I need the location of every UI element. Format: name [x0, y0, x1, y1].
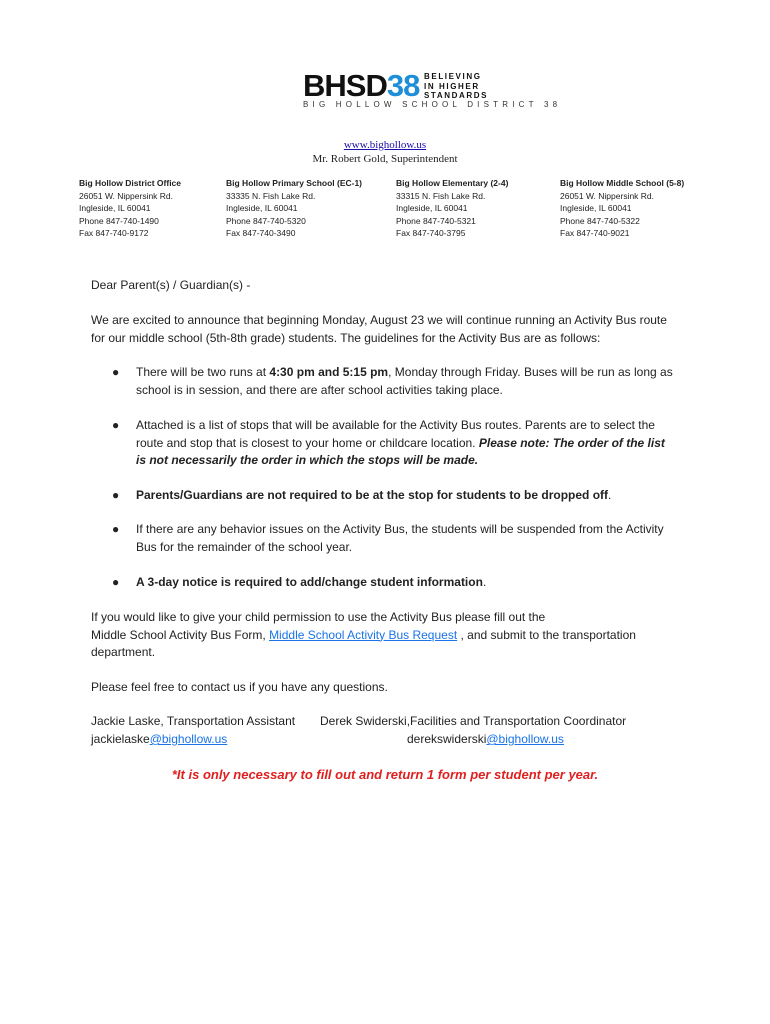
bullet-notice-required: A 3-day notice is required to add/change student information.	[136, 575, 487, 589]
bullet-marker: ●	[112, 365, 120, 379]
form-note: *It is only necessary to fill out and return 1 form per student per year.	[171, 767, 599, 782]
logo-subtitle: BIG HOLLOW SCHOOL DISTRICT 38	[303, 100, 562, 109]
greeting: Dear Parent(s) / Guardian(s) -	[91, 278, 251, 292]
office-district: Big Hollow District Office 26051 W. Nippersink Rd. Ingleside, IL 60041 Phone 847-740-1490 Fax 847-740-9172	[79, 178, 182, 239]
logo-wordmark: BHSD38	[303, 68, 420, 103]
logo-tagline: BELIEVING IN HIGHER STANDARDS	[424, 72, 489, 100]
contact-derek-name: Derek Swiderski,Facilities and Transportation Coordinator	[320, 714, 627, 728]
permission-paragraph: If you would like to give your child permission to use the Activity Bus please fill out the Middle School Activity Bus Form, Middle School Activity Bus Request , and submit to the transportation department.	[91, 610, 636, 659]
activity-bus-request-link[interactable]: Middle School Activity Bus Request	[269, 627, 458, 642]
intro-paragraph: We are excited to announce that beginning Monday, August 23 we will continue running an Activity Bus route for our middle school (5th-8th grade) students. The guidelines for the Activity Bus are as follows:	[91, 313, 667, 345]
contact-derek-email[interactable]: derekswiderski@bighollow.us	[407, 732, 564, 746]
contact-paragraph: Please feel free to contact us if you have any questions.	[91, 680, 388, 694]
office-middle-school: Big Hollow Middle School (5-8) 26051 W. Nippersink Rd. Ingleside, IL 60041 Phone 847-740-5322 Fax 847-740-9021	[560, 178, 685, 239]
bullet-parents-not-required: Parents/Guardians are not required to be at the stop for students to be dropped off.	[136, 488, 612, 502]
contact-jackie-email[interactable]: jackielaske@bighollow.us	[91, 732, 228, 746]
website-link[interactable]: www.bighollow.us	[343, 139, 427, 151]
bullet-marker: ●	[112, 418, 120, 432]
district-logo	[303, 68, 562, 110]
bullet-behavior-issues: If there are any behavior issues on the Activity Bus, the students will be suspended from the Activity Bus for the remainder of the school year.	[136, 522, 664, 554]
contact-jackie-name: Jackie Laske, Transportation Assistant	[91, 714, 296, 728]
office-elementary: Big Hollow Elementary (2-4) 33315 N. Fish Lake Rd. Ingleside, IL 60041 Phone 847-740-5321 Fax 847-740-3795	[396, 178, 509, 239]
superintendent-name: Mr. Robert Gold, Superintendent	[312, 153, 458, 165]
bullet-marker: ●	[112, 522, 120, 536]
bullet-marker: ●	[112, 575, 120, 589]
bullet-run-times: There will be two runs at 4:30 pm and 5:15 pm, Monday through Friday. Buses will be run as long as school is in session, and there are after school activities taking place.	[136, 365, 673, 397]
bullet-stops-list: Attached is a list of stops that will be available for the Activity Bus routes. Parents are to select the route and stop that is closest to your home or childcare location. Please note: The order of the list is not necessarily the order in which the stops will be made.	[136, 418, 665, 467]
office-primary-school: Big Hollow Primary School (EC-1) 33335 N. Fish Lake Rd. Ingleside, IL 60041 Phone 847-740-5320 Fax 847-740-3490	[226, 178, 363, 239]
bullet-marker: ●	[112, 488, 120, 502]
